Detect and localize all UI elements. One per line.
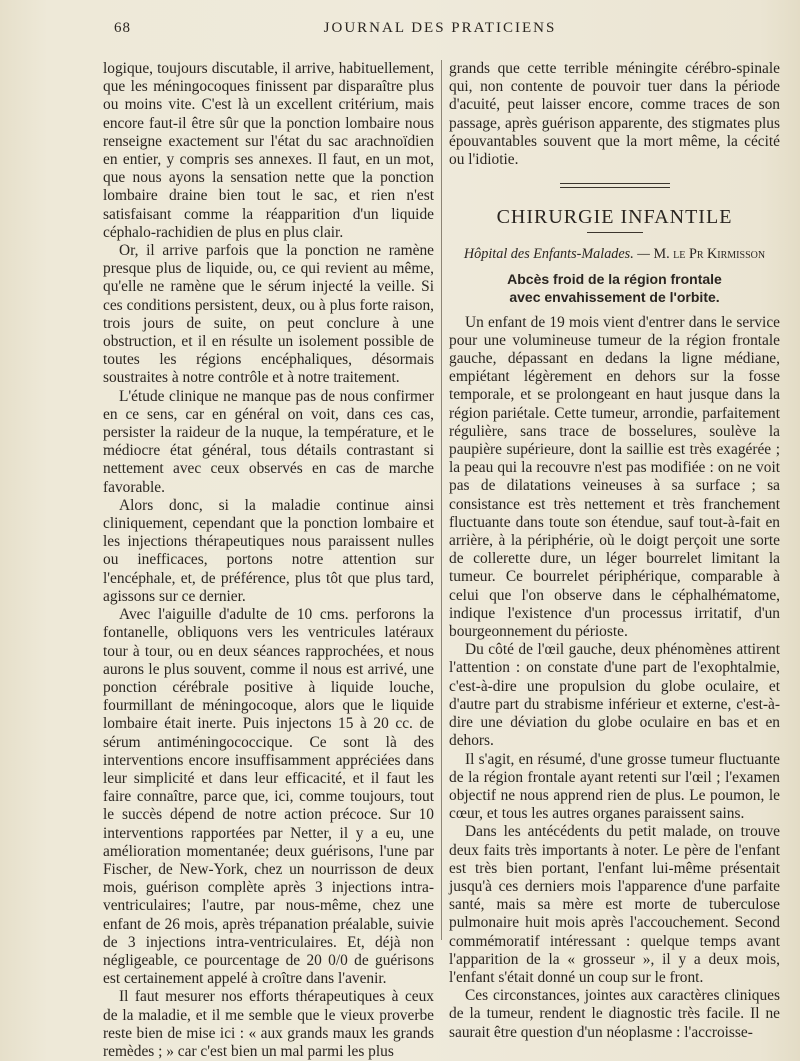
paragraph: Alors donc, si la maladie continue ainsi cliniquement, cependant que la ponction lombaire et les injections thérapeutiques nous paraissent nulles ou inefficaces, portons notre attention sur l'encéphale, et, de préférence, plus tôt que plus tard, agissons sur ce dernier. [103,496,434,605]
case-title-line: avec envahissement de l'orbite. [509,288,720,305]
paragraph: Dans les antécédents du petit malade, on trouve deux faits très importants à noter. Le père de l'enfant est très bien portant, l'enfant lui-même présentait jusqu'à ces derniers mois l'apparence d'une parfaite santé, mais sa mère est morte de tuberculose pulmonaire huit mois après l'accouchement. Second commémoratif intéressant : quelque temps avant l'apparition de la « grosseur », il y a deux mois, l'enfant s'était donné un coup sur le front. [449,823,780,986]
hospital-name: Hôpital des Enfants-Malades. — [463,246,650,263]
paragraph: Il s'agit, en résumé, d'une grosse tumeur fluctuante de la région frontale ayant retenti sur l'œil ; l'examen objectif ne nous apprend rien de plus. Le poumon, le cœur, et tous les autres organes paraissent sains. [449,750,780,823]
page-header [100,20,780,42]
left-column [103,60,434,1061]
paragraph: Or, il arrive parfois que la ponction ne ramène presque plus de liquide, ou, ce qui revient au même, qu'elle ne ramène que le sérum injecté la veille. Si ces conditions persistent, deux, ou à plus forte raison, trois jours de suite, on peut conclure à une obstruction, et il en résulte un isolement possible de toutes les régions encéphaliques, désormais soustraites à notre contrôle et à notre traitement. [103,242,434,387]
running-title: JOURNAL DES PRATICIENS [323,20,557,36]
professor-name: M. le Pr Kirmisson [653,246,766,263]
title-rule [587,232,643,233]
section-title: CHIRURGIE INFANTILE [496,206,733,229]
paragraph: Du côté de l'œil gauche, deux phénomènes attirent l'attention : on constate d'une part de l'exophtalmie, c'est-à-dire une propulsion du globe oculaire, et d'autre part du strabisme inférieur et externe, c'est-à-dire une déviation du globe oculaire en bas et en dehors. [449,641,780,750]
paragraph: Avec l'aiguille d'adulte de 10 cms. perforons la fontanelle, obliquons vers les ventricules latéraux tour à tour, ou en deux séances rapprochées, et nous aurons le plus souvent, comme il nous est arrivé, une ponction cérébrale positive à liquide louche, fourmillant de méningocoque, alors que le liquide lombaire était inerte. Puis injectons 15 à 20 cc. de sérum antiméningococcique. Ce sont là des interventions encore insuffisamment appréciées dans leur simplicité et dans leur efficacité, et il faut les faire connaître, parce que, ici, comme toujours, tout le succès dépend de notre action précoce. Sur 10 interventions rapportées par Netter, il y a eu, une amélioration momentanée; deux guérisons, l'une par Fischer, de New-York, chez un nourrisson de deux mois, guérison complète après 3 injections intra-ventriculaires; l'autre, par nous-même, chez une enfant de 26 mois, après trépanation préalable, suivie de 3 injections intra-ventriculaires. Et, déjà non négligeable, ce pourcentage de 20 0/0 de guérisons est certainement appelé à croître dans l'avenir. [103,606,434,988]
paragraph: Ces circonstances, jointes aux caractères cliniques de la tumeur, rendent le diagnostic très facile. Il ne saurait être question d'un néoplasme : l'accroisse- [449,987,780,1041]
right-column [449,60,780,1042]
paragraph: logique, toujours discutable, il arrive, habituellement, que les méningocoques finissent par disparaître plus ou moins vite. C'est là un excellent critérium, mais encore faut-il être sûr que la ponction lombaire nous renseigne exactement sur l'état du sac arachnoïdien en entier, y compris ses annexes. Il faut, en un mot, que nous ayons la sensation nette que la ponction lombaire draine bien tout le sac, et rien n'est satisfaisant comme la réapparition d'un liquide céphalo-rachidien de plus en plus clair. [103,60,434,241]
paragraph: L'étude clinique ne manque pas de nous confirmer en ce sens, car en général on voit, dans ces cas, persister la raideur de la nuque, la température, et le médiocre état général, tous détails contrastant si nettement avec ceux observés en cas de marche favorable. [103,387,434,496]
column-divider [441,60,442,940]
paragraph: Il faut mesurer nos efforts thérapeutiques à ceux de la maladie, et il me semble que le vieux proverbe reste bien de mise ici : « aux grands maux les grands remèdes ; » car c'est bien un mal parmi les plus [103,988,434,1060]
case-title-line: Abcès froid de la région frontale [507,270,722,287]
page-number: 68 [114,20,131,36]
paragraph: grands que cette terrible méningite cérébro-spinale qui, non contente de pouvoir tuer dans la période d'acuité, peut laisser encore, comme traces de son passage, après guérison apparente, des stigmates plus épouvantables souvent que la mort même, la cécité ou l'idiotie. [449,60,780,169]
paragraph: Un enfant de 19 mois vient d'entrer dans le service pour une volumineuse tumeur de la région frontale gauche, dépassant en dedans la ligne médiane, empiétant légèrement en dehors sur la fosse temporale, et se prolongeant en haut jusque dans la région pariétale. Cette tumeur, arrondie, parfaitement régulière, sans trace de bosselures, soulève la paupière supérieure, dont la saillie est très exagérée ; la peau qui la recouvre n'est pas modifiée : on ne voit pas de dilatations veineuses à sa surface ; sa consistance est très nettement et très franchement fluctuante dans toute son étendue, sauf tout-à-fait en arrière, à la périphérie, où le doigt perçoit une sorte de collerette dure, un léger bourrelet limitant la tumeur. Ce bourrelet périphérique, comparable à celui que l'on observe dans le céphalhématome, indique l'existence d'un processus irritatif, d'un bourgeonnement du périoste. [449,313,780,641]
case-title [449,270,780,306]
hospital-line [449,245,780,263]
section-separator [560,183,670,188]
